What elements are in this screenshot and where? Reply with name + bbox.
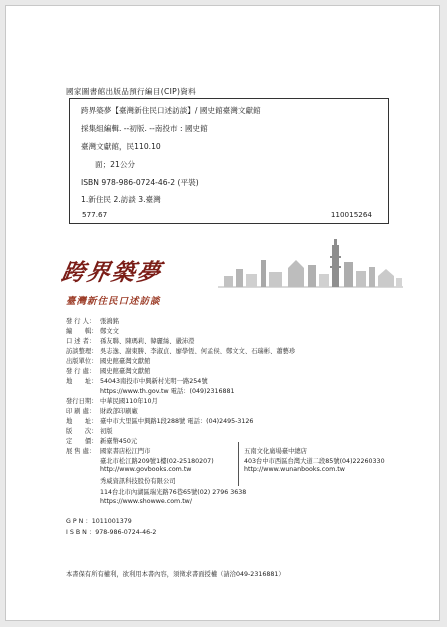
copyright-notice: 本書保有所有權利，欲利用本書內容，須徵求書面授權（請洽049-2316881） xyxy=(66,571,285,578)
issuer-address-row: 地 址： 54043南投市中興新村光明一路254號 xyxy=(66,378,208,385)
store-divider xyxy=(238,442,239,486)
issuer-contact-row: https://www.th.gov.tw 電話：(049)2316881 xyxy=(100,388,235,395)
copyright-page xyxy=(5,5,440,621)
book-title-logo: 跨界築夢 xyxy=(59,259,165,286)
cip-title-line: 跨界築夢【臺灣新住民口述訪談】/ 國史館臺灣文獻館 xyxy=(81,106,261,115)
printer-row: 印 刷 處： 財政部印刷廠 xyxy=(66,408,138,415)
store-right-line-1: 五南文化廣場臺中總店 xyxy=(244,448,307,455)
isbn-row: I S B N ：978-986-0724-46-2 xyxy=(66,529,157,536)
store-left-line-2: http://www.govbooks.com.tw xyxy=(100,466,192,473)
cip-pages-line: 面；21公分 xyxy=(95,160,136,169)
printer-address-row: 地 址： 臺中市大里區中興路1段288號 電話：(04)2495-3126 xyxy=(66,418,254,425)
editor-row: 編 輯： 鄭文文 xyxy=(66,328,119,335)
interviewers-row: 訪談整理： 吳志逸、謝東勝、李淑貞、廖學恆、何孟侯、鄭文文、石瑞彬、蕭藝珍 xyxy=(66,348,296,355)
skyline-illustration xyxy=(218,238,403,290)
edition-row: 版 次： 初版 xyxy=(66,428,113,435)
gpn-row: G P N ：1011001379 xyxy=(66,518,132,525)
cip-record-box xyxy=(69,98,389,224)
cip-editor-line: 採集組編輯. --初版. --南投市 : 國史館 xyxy=(81,124,208,133)
retail-row: 展 售 處： 國家書店松江門市 xyxy=(66,448,151,455)
store-right-line-2: 403台中市西區台灣大道二段85號(04)22260330 xyxy=(244,458,385,465)
cip-class-number: 577.67 xyxy=(82,210,108,219)
cip-isbn-line: ISBN 978-986-0724-46-2 (平裝) xyxy=(81,178,199,187)
publishing-unit-row: 出版單位： 國史館臺灣文獻館 xyxy=(66,358,151,365)
publisher-row: 發 行 人： 張鴻銘 xyxy=(66,318,119,325)
issuer-row: 發 行 處： 國史館臺灣文獻館 xyxy=(66,368,151,375)
store-left-line-1: 臺北市松江路209號1樓(02-25180207) xyxy=(100,458,214,465)
store-right-line-3: http://www.wunanbooks.com.tw xyxy=(244,466,345,473)
price-row: 定 價： 新臺幣450元 xyxy=(66,438,138,445)
title-banner xyxy=(58,238,403,310)
issue-date-row: 發行日期： 中華民國110年10月 xyxy=(66,398,158,405)
cip-publisher-line: 臺灣文獻館，民110.10 xyxy=(81,142,161,151)
narrators-row: 口 述 者： 孫友聯、陳瑪莉、韓麗絲、嚴沛瀅 xyxy=(66,338,195,345)
book-subtitle-logo: 臺灣新住民口述訪談 xyxy=(66,296,161,307)
cip-subjects-line: 1.新住民 2.訪談 3.臺灣 xyxy=(81,195,161,204)
cip-heading: 國家圖書館出版品預行編目(CIP)資料 xyxy=(66,87,197,96)
store-left-line-4: 114台北市內湖區瑞光路76巷65號(02) 2796 3638 xyxy=(100,489,247,496)
store-left-line-3: 秀威資訊科技股份有限公司 xyxy=(100,478,176,485)
store-left-line-5: https://www.showwe.com.tw/ xyxy=(100,498,192,505)
cip-record-number: 110015264 xyxy=(330,210,372,219)
